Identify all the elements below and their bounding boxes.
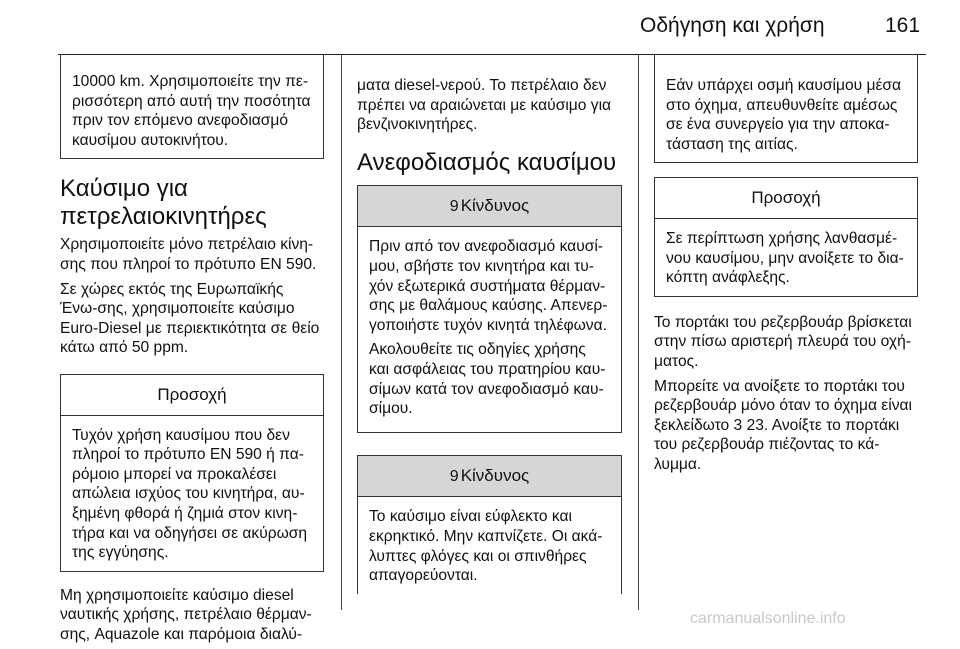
paragraph: Μη χρησιμοποιείτε καύσιμο diesel ναυτικής χρήσης, πετρέλαιο θέρμαν-σης, Aquazole και παρόμοια διαλύ- bbox=[60, 586, 312, 643]
section-heading-refuelling: Ανεφοδιασμός καυσίμου bbox=[357, 148, 617, 176]
paragraph bbox=[654, 377, 918, 475]
watermark: carmanualsonline.info bbox=[690, 610, 846, 627]
danger-paragraph: Ακολουθείτε τις οδηγίες χρήσης και ασφάλειας του πρατηρίου καυ-σίμων κατά τον ανεφοδιασμό καυ-σίμου. bbox=[369, 341, 606, 418]
danger-box-2 bbox=[357, 455, 622, 594]
fuel-smell-text: Εάν υπάρχει οσμή καυσίμου μέσα στο όχημα, απευθυνθείτε αμέσως σε ένα συνεργείο για την αποκα-τάσταση της αιτίας. bbox=[666, 77, 902, 153]
caution-box bbox=[60, 374, 324, 572]
warning-triangle-icon: 9 bbox=[449, 467, 459, 485]
column-divider-1 bbox=[341, 55, 342, 610]
column-divider-2 bbox=[638, 55, 639, 610]
fuel-smell-box bbox=[654, 55, 918, 163]
caution-title: Προσοχή bbox=[61, 375, 323, 416]
caution-text: Τυχόν χρήση καυσίμου που δεν πληροί το πρότυπο EN 590 ή πα-ρόμοιο μπορεί να προκαλέσει απώλεια ισχύος του κινητήρα, αυ-ξημένη φθορά ή ζημιά στον κινη-τήρα και να οδηγήσει σε ακύρωση της εγγύησης. bbox=[72, 426, 308, 562]
page-header-title: Οδήγηση και χρήση bbox=[640, 14, 825, 37]
paragraph-text: Μπορείτε να ανοίξετε το πορτάκι του ρεζερβουάρ μόνο όταν το όχημα είναι ξεκλείδωτο bbox=[654, 377, 912, 434]
intro-box-text: 10000 km. Χρησιμοποιείτε την πε-ρισσότερη από αυτή την ποσότητα πριν τον επόμενο ανεφοδιασμό καυσίμου αυτοκινήτου. bbox=[72, 73, 311, 149]
caution-box bbox=[654, 177, 918, 296]
paragraph: Το πορτάκι του ρεζερβουάρ βρίσκεται στην πίσω αριστερή πλευρά του οχή-ματος. bbox=[654, 313, 912, 370]
danger-title-text: Κίνδυνος bbox=[460, 465, 530, 485]
paragraph-text: 23. Ανοίξτε το πορτάκι του ρεζερβουάρ πιέζοντας το κά-λυμμα. bbox=[654, 416, 900, 473]
column-2 bbox=[357, 76, 622, 608]
column-3 bbox=[654, 55, 918, 480]
danger-box-1 bbox=[357, 185, 622, 433]
caution-text: Σε περίπτωση χρήσης λανθασμέ-νου καυσίμου, μην ανοίξετε το δια-κόπτη ανάφλεξης. bbox=[666, 229, 904, 287]
danger-paragraph: Πριν από τον ανεφοδιασμό καυσί-μου, σβήστε τον κινητήρα και τυ-χόν εξωτερικά συστήματα θέρμαν-σης με θαλάμους καύσης. Απενερ-γοποιήστε τυχόν κινητά τηλέφωνα. bbox=[369, 238, 608, 334]
paragraph: ματα diesel-νερού. Το πετρέλαιο δεν πρέπει να αραιώνεται με καύσιμο για βενζινοκινητήρες. bbox=[357, 77, 612, 134]
paragraph: Σε χώρες εκτός της Ευρωπαϊκής Ένω-σης, χρησιμοποιείτε καύσιμο Euro-Diesel με περιεκτικότητα σε θείο κάτω από 50 ppm. bbox=[60, 280, 320, 357]
danger-text-2: Το καύσιμο είναι εύφλεκτο και εκρηκτικό. Μην καπνίζετε. Οι ακά-λυπτες φλόγες και οι σπινθήρες απαγορεύονται. bbox=[369, 508, 603, 585]
section-heading-diesel-fuel: Καύσιμο για πετρελαιοκινητήρες bbox=[60, 175, 267, 231]
danger-title-text: Κίνδυνος bbox=[460, 195, 530, 215]
danger-title-2 bbox=[358, 456, 621, 498]
column-1 bbox=[60, 55, 324, 649]
paragraph: Χρησιμοποιείτε μόνο πετρέλαιο κίνη-σης που πληροί το πρότυπο EN 590. bbox=[60, 236, 317, 273]
danger-title-1 bbox=[358, 186, 621, 228]
page-number: 161 bbox=[885, 14, 921, 37]
warning-triangle-icon: 9 bbox=[449, 197, 459, 215]
intro-continuation-box bbox=[60, 55, 324, 159]
danger-text-1 bbox=[358, 227, 621, 431]
caution-title: Προσοχή bbox=[655, 178, 917, 219]
page-reference-arrow-icon[interactable]: 3 bbox=[733, 416, 743, 434]
